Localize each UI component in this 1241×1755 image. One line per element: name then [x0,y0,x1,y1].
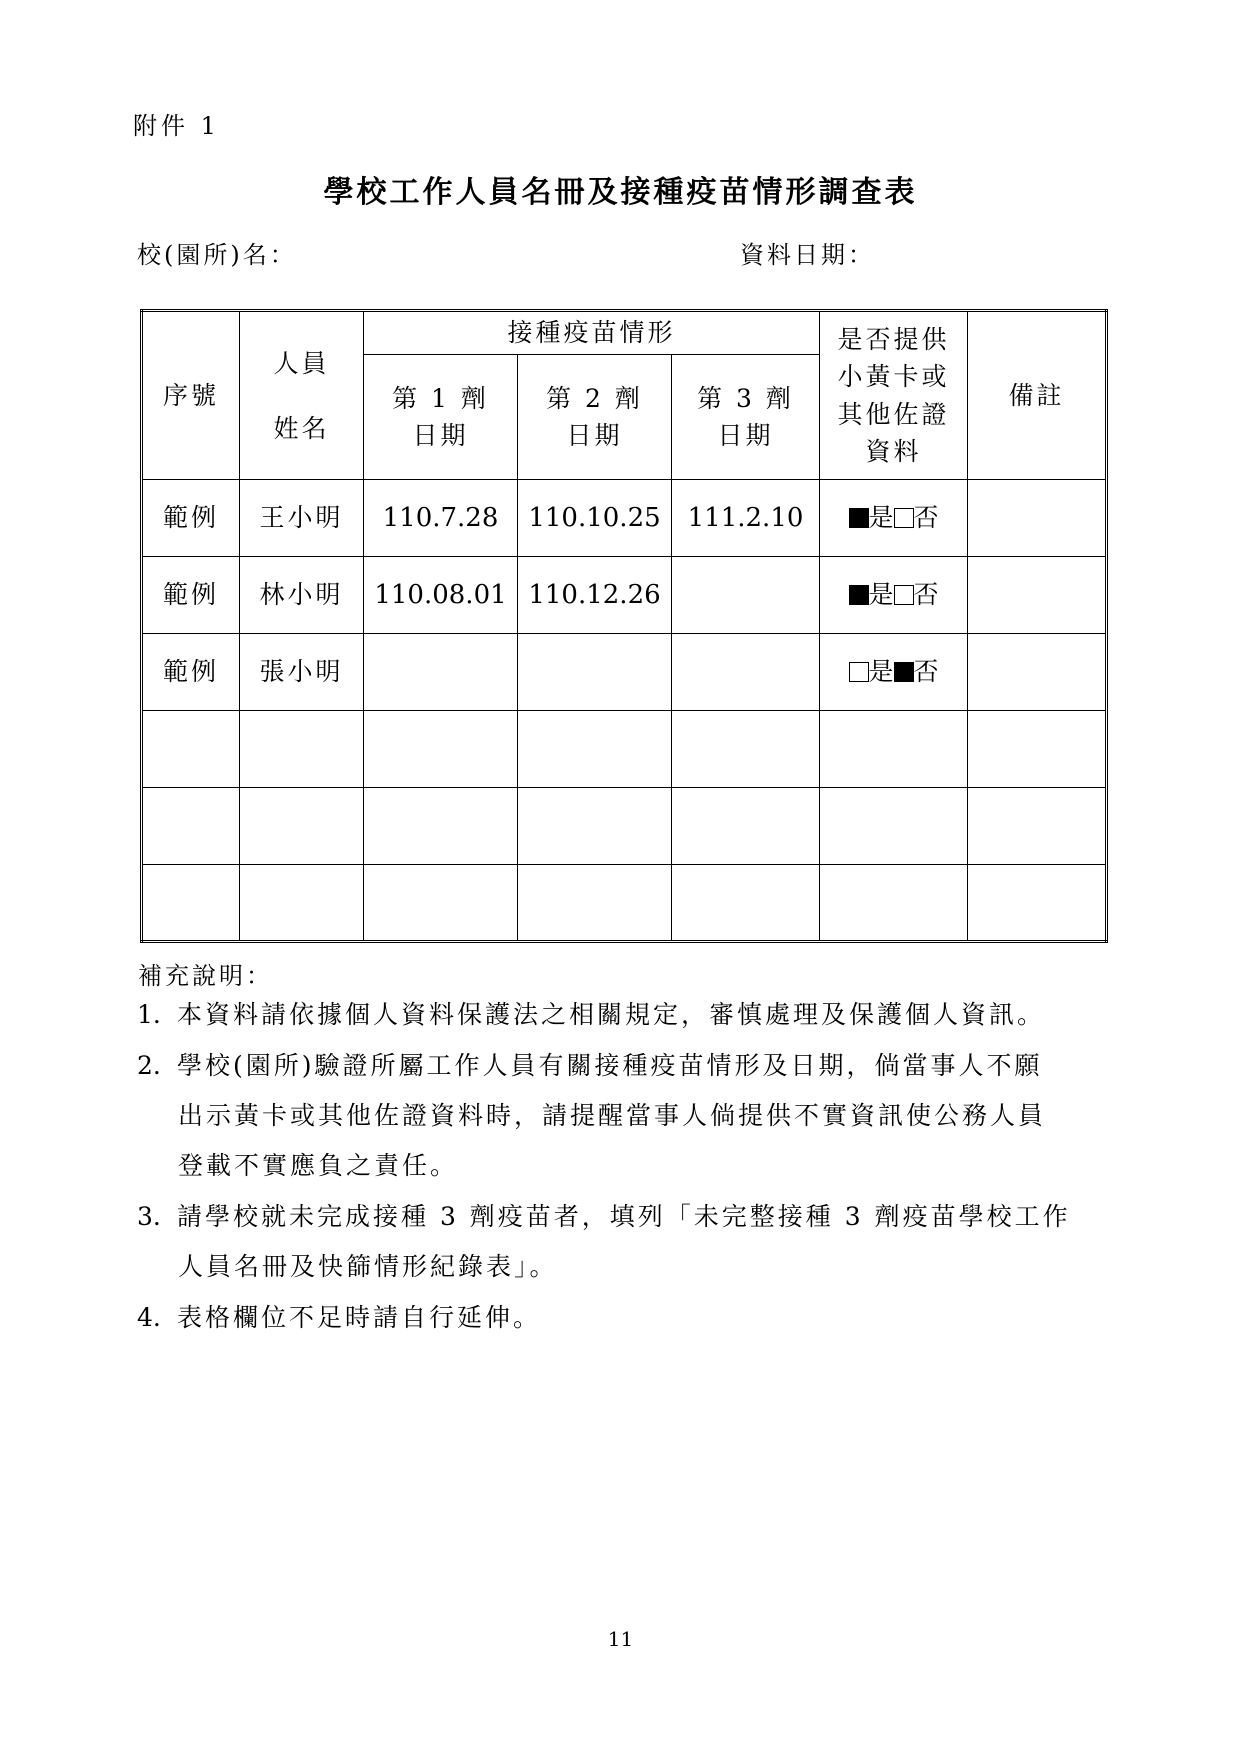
row-dose3-date[interactable] [672,634,820,711]
row-dose1-date[interactable]: 110.08.01 [364,557,518,634]
row-name: 林小明 [240,557,364,634]
empty-cell[interactable] [518,788,672,865]
empty-cell[interactable] [240,711,364,788]
header-person-name [240,311,364,480]
table-row [142,480,1107,557]
row-dose2-date[interactable]: 110.10.25 [518,480,672,557]
empty-cell[interactable] [672,711,820,788]
empty-cell[interactable] [240,865,364,942]
row-remark[interactable] [968,557,1107,634]
header-dose2 [518,355,672,480]
header-person-line1: 人員 [273,348,330,378]
table-row-empty [142,711,1107,788]
yes-label: 是 [868,503,894,533]
note-line: 登載不實應負之責任。 [178,1151,459,1180]
header-dose3-line2: 日期 [717,421,774,450]
header-card-line4: 資料 [865,437,922,466]
attachment-label: 附件 1 [133,112,220,140]
empty-cell[interactable] [142,711,240,788]
header-remarks: 備註 [968,311,1107,480]
table-row [142,634,1107,711]
no-checkbox[interactable] [894,508,914,528]
survey-table [140,309,1108,943]
header-card-line1: 是否提供 [837,324,950,354]
row-dose1-date[interactable]: 110.7.28 [364,480,518,557]
yes-checkbox[interactable] [849,508,869,528]
header-dose1-line1: 第 1 劑 [392,383,489,413]
empty-cell[interactable] [518,865,672,942]
no-label: 否 [913,503,939,533]
note-line: 學校(園所)驗證所屬工作人員有關接種疫苗情形及日期，倘當事人不願 [177,1051,1043,1080]
note-line: 出示黃卡或其他佐證資料時，請提醒當事人倘提供不實資訊使公務人員 [178,1101,1047,1130]
empty-cell[interactable] [820,788,968,865]
note-line: 請學校就未完成接種 3 劑疫苗者，填列「未完整接種 3 劑疫苗學校工作 [177,1202,1071,1231]
no-checkbox[interactable] [894,662,914,682]
page-title: 學校工作人員名冊及接種疫苗情形調查表 [323,175,918,210]
empty-cell[interactable] [142,865,240,942]
row-remark[interactable] [968,480,1107,557]
empty-cell[interactable] [142,788,240,865]
header-card-provided [820,311,968,480]
empty-cell[interactable] [820,711,968,788]
row-card-provided [820,634,968,711]
empty-cell[interactable] [820,865,968,942]
yes-checkbox[interactable] [849,585,869,605]
empty-cell[interactable] [364,711,518,788]
note-item-2 [137,1041,1097,1191]
table-row-empty [142,865,1107,942]
row-serial: 範例 [142,480,240,557]
yes-checkbox[interactable] [849,662,869,682]
header-dose2-line1: 第 2 劑 [546,383,643,413]
header-card-line2: 小黃卡或 [837,362,950,391]
note-item-4 [137,1293,1097,1343]
row-card-provided [820,557,968,634]
empty-cell[interactable] [968,865,1107,942]
note-line: 人員名冊及快篩情形紀錄表」。 [178,1252,558,1281]
note-line: 表格欄位不足時請自行延伸。 [177,1303,542,1332]
empty-cell[interactable] [672,788,820,865]
header-dose3-line1: 第 3 劑 [697,383,794,413]
header-dose2-line2: 日期 [566,421,623,450]
table-row [142,557,1107,634]
row-dose3-date[interactable]: 111.2.10 [672,480,820,557]
data-date-label: 資料日期： [740,241,875,269]
row-serial: 範例 [142,557,240,634]
row-dose2-date[interactable]: 110.12.26 [518,557,672,634]
header-dose1-line2: 日期 [412,421,469,450]
yes-label: 是 [868,657,894,687]
row-name: 王小明 [240,480,364,557]
note-number: 4. [137,1303,161,1332]
yes-label: 是 [868,580,894,610]
table-row-empty [142,788,1107,865]
no-checkbox[interactable] [894,585,914,605]
header-card-line3: 其他佐證 [837,399,950,429]
note-number: 2. [137,1051,161,1080]
note-item-1 [137,990,1097,1040]
header-person-line2: 姓名 [273,413,330,443]
note-number: 3. [137,1202,161,1231]
empty-cell[interactable] [364,788,518,865]
row-dose2-date[interactable] [518,634,672,711]
school-name-label: 校(園所)名： [137,241,297,269]
row-dose3-date[interactable] [672,557,820,634]
row-remark[interactable] [968,634,1107,711]
header-dose3 [672,355,820,480]
row-name: 張小明 [240,634,364,711]
header-serial: 序號 [142,311,240,480]
notes-heading: 補充說明： [138,962,273,990]
row-serial: 範例 [142,634,240,711]
empty-cell[interactable] [518,711,672,788]
empty-cell[interactable] [240,788,364,865]
empty-cell[interactable] [968,788,1107,865]
note-item-3 [137,1192,1097,1292]
note-number: 1. [137,1000,161,1029]
empty-cell[interactable] [968,711,1107,788]
empty-cell[interactable] [364,865,518,942]
header-vaccination-status: 接種疫苗情形 [364,311,820,355]
no-label: 否 [913,580,939,610]
row-dose1-date[interactable] [364,634,518,711]
no-label: 否 [913,657,939,687]
note-line: 本資料請依據個人資料保護法之相關規定，審慎處理及保護個人資訊。 [177,1000,1046,1029]
page-number: 11 [607,1627,634,1651]
row-card-provided [820,480,968,557]
empty-cell[interactable] [672,865,820,942]
header-dose1 [364,355,518,480]
